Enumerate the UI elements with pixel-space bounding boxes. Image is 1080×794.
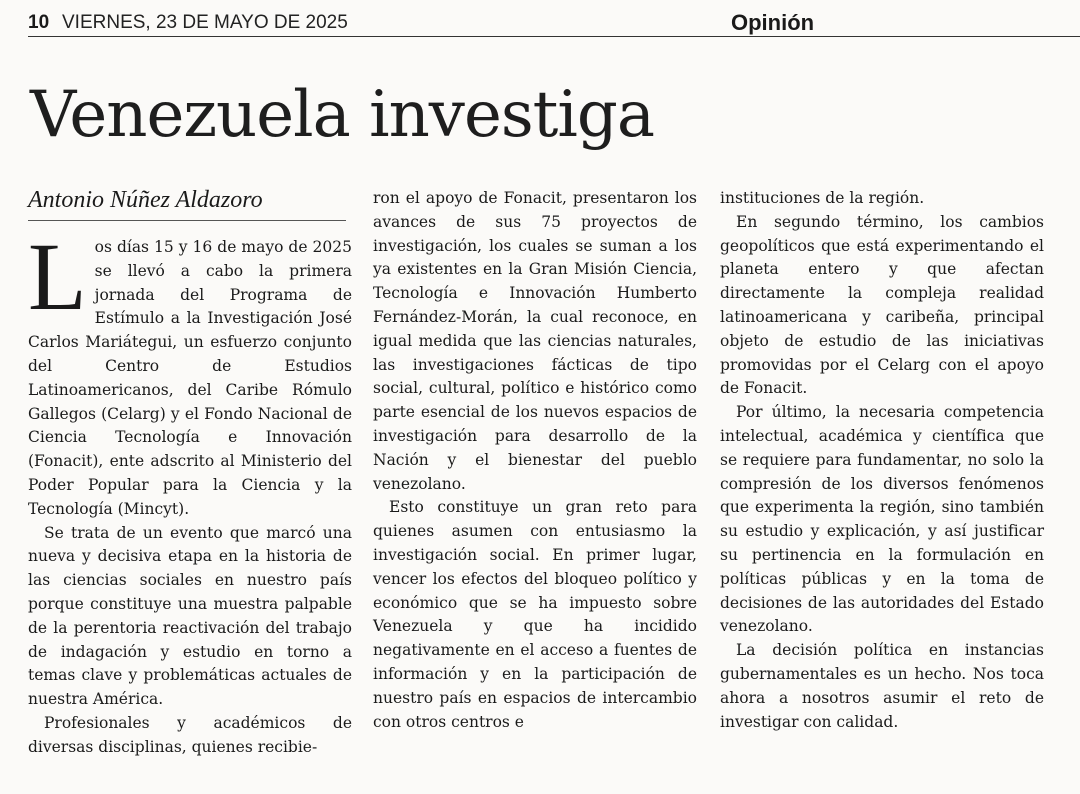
- paragraph: [28, 223, 352, 522]
- paragraph: En segundo término, los cambios geopolíticos que está experimentando el planeta entero y que afectan directamente la compleja realidad latinoamericana y caribeña, principal objeto de estudio de las iniciativas promovidas por el Celarg con el apoyo de Fonacit.: [720, 212, 1044, 398]
- section-title: Opinión: [731, 10, 815, 35]
- page-number: 10: [28, 12, 50, 33]
- article-column-3: [720, 187, 1044, 734]
- paragraph: Por último, la necesaria competencia intelectual, académica y científica que se requiere para fundamentar, no solo la compresión de los diversos fenómenos que experimenta la región, sino también su estudio y explicación, y así justificar su pertinencia en la formulación en políticas públicas y en la toma de decisiones de las autoridades del Estado venezolano.: [720, 403, 1044, 636]
- drop-cap: L: [28, 223, 87, 330]
- paragraph: ron el apoyo de Fonacit, presentaron los avances de sus 75 proyectos de investigación, los cuales se suman a los ya existentes en la Gran Misión Ciencia, Tecnología e Innovación Humberto Fernández-Morán, la cual reconoce, en igual medida que las ciencias naturales, las investigaciones fácticas de tipo social, cultural, político e histórico como parte esencial de los nuevos espacios de investigación para desarrollo de la Nación y el bienestar del pueblo venezolano.: [373, 189, 697, 493]
- article-author: Antonio Núñez Aldazoro: [28, 187, 346, 221]
- paragraph: La decisión política en instancias gubernamentales es un hecho. Nos toca ahora a nosotros asumir el reto de investigar con calidad.: [720, 641, 1044, 731]
- paragraph: Se trata de un evento que marcó una nueva y decisiva etapa en la historia de las ciencias sociales en nuestro país porque constituye una muestra palpable de la perentoria reactivación del trabajo de indagación y estudio en torno a temas clave y problemáticas actuales de nuestra América.: [28, 523, 352, 709]
- article-column-1: [28, 223, 352, 760]
- article-column-2: [373, 187, 697, 734]
- publication-date: VIERNES, 23 DE MAYO DE 2025: [62, 12, 348, 33]
- paragraph: Profesionales y académicos de diversas disciplinas, quienes recibie-: [28, 713, 352, 756]
- paragraph: instituciones de la región.: [720, 189, 925, 207]
- paragraph: Esto constituye un gran reto para quienes asumen con entusiasmo la investigación social. En primer lugar, vencer los efectos del bloqueo político y económico que se ha impuesto sobre Venezuela y que ha incidido negativamente en el acceso a fuentes de información y en la participación de nuestro país en espacios de intercambio con otros centros e: [373, 498, 697, 731]
- paragraph-text: os días 15 y 16 de mayo de 2025 se llevó a cabo la primera jornada del Programa de Estímulo a la Investigación José Carlos Mariátegui, un esfuerzo conjunto del Centro de Estudios Latinoamericanos, del Caribe Rómulo Gallegos (Celarg) y el Fondo Nacional de Ciencia Tecnología e Innovación (Fonacit), ente adscrito al Ministerio del Poder Popular para la Ciencia y la Tecnología (Mincyt).: [28, 238, 352, 518]
- article-title: Venezuela investiga: [30, 78, 654, 152]
- page-header: [28, 10, 1080, 37]
